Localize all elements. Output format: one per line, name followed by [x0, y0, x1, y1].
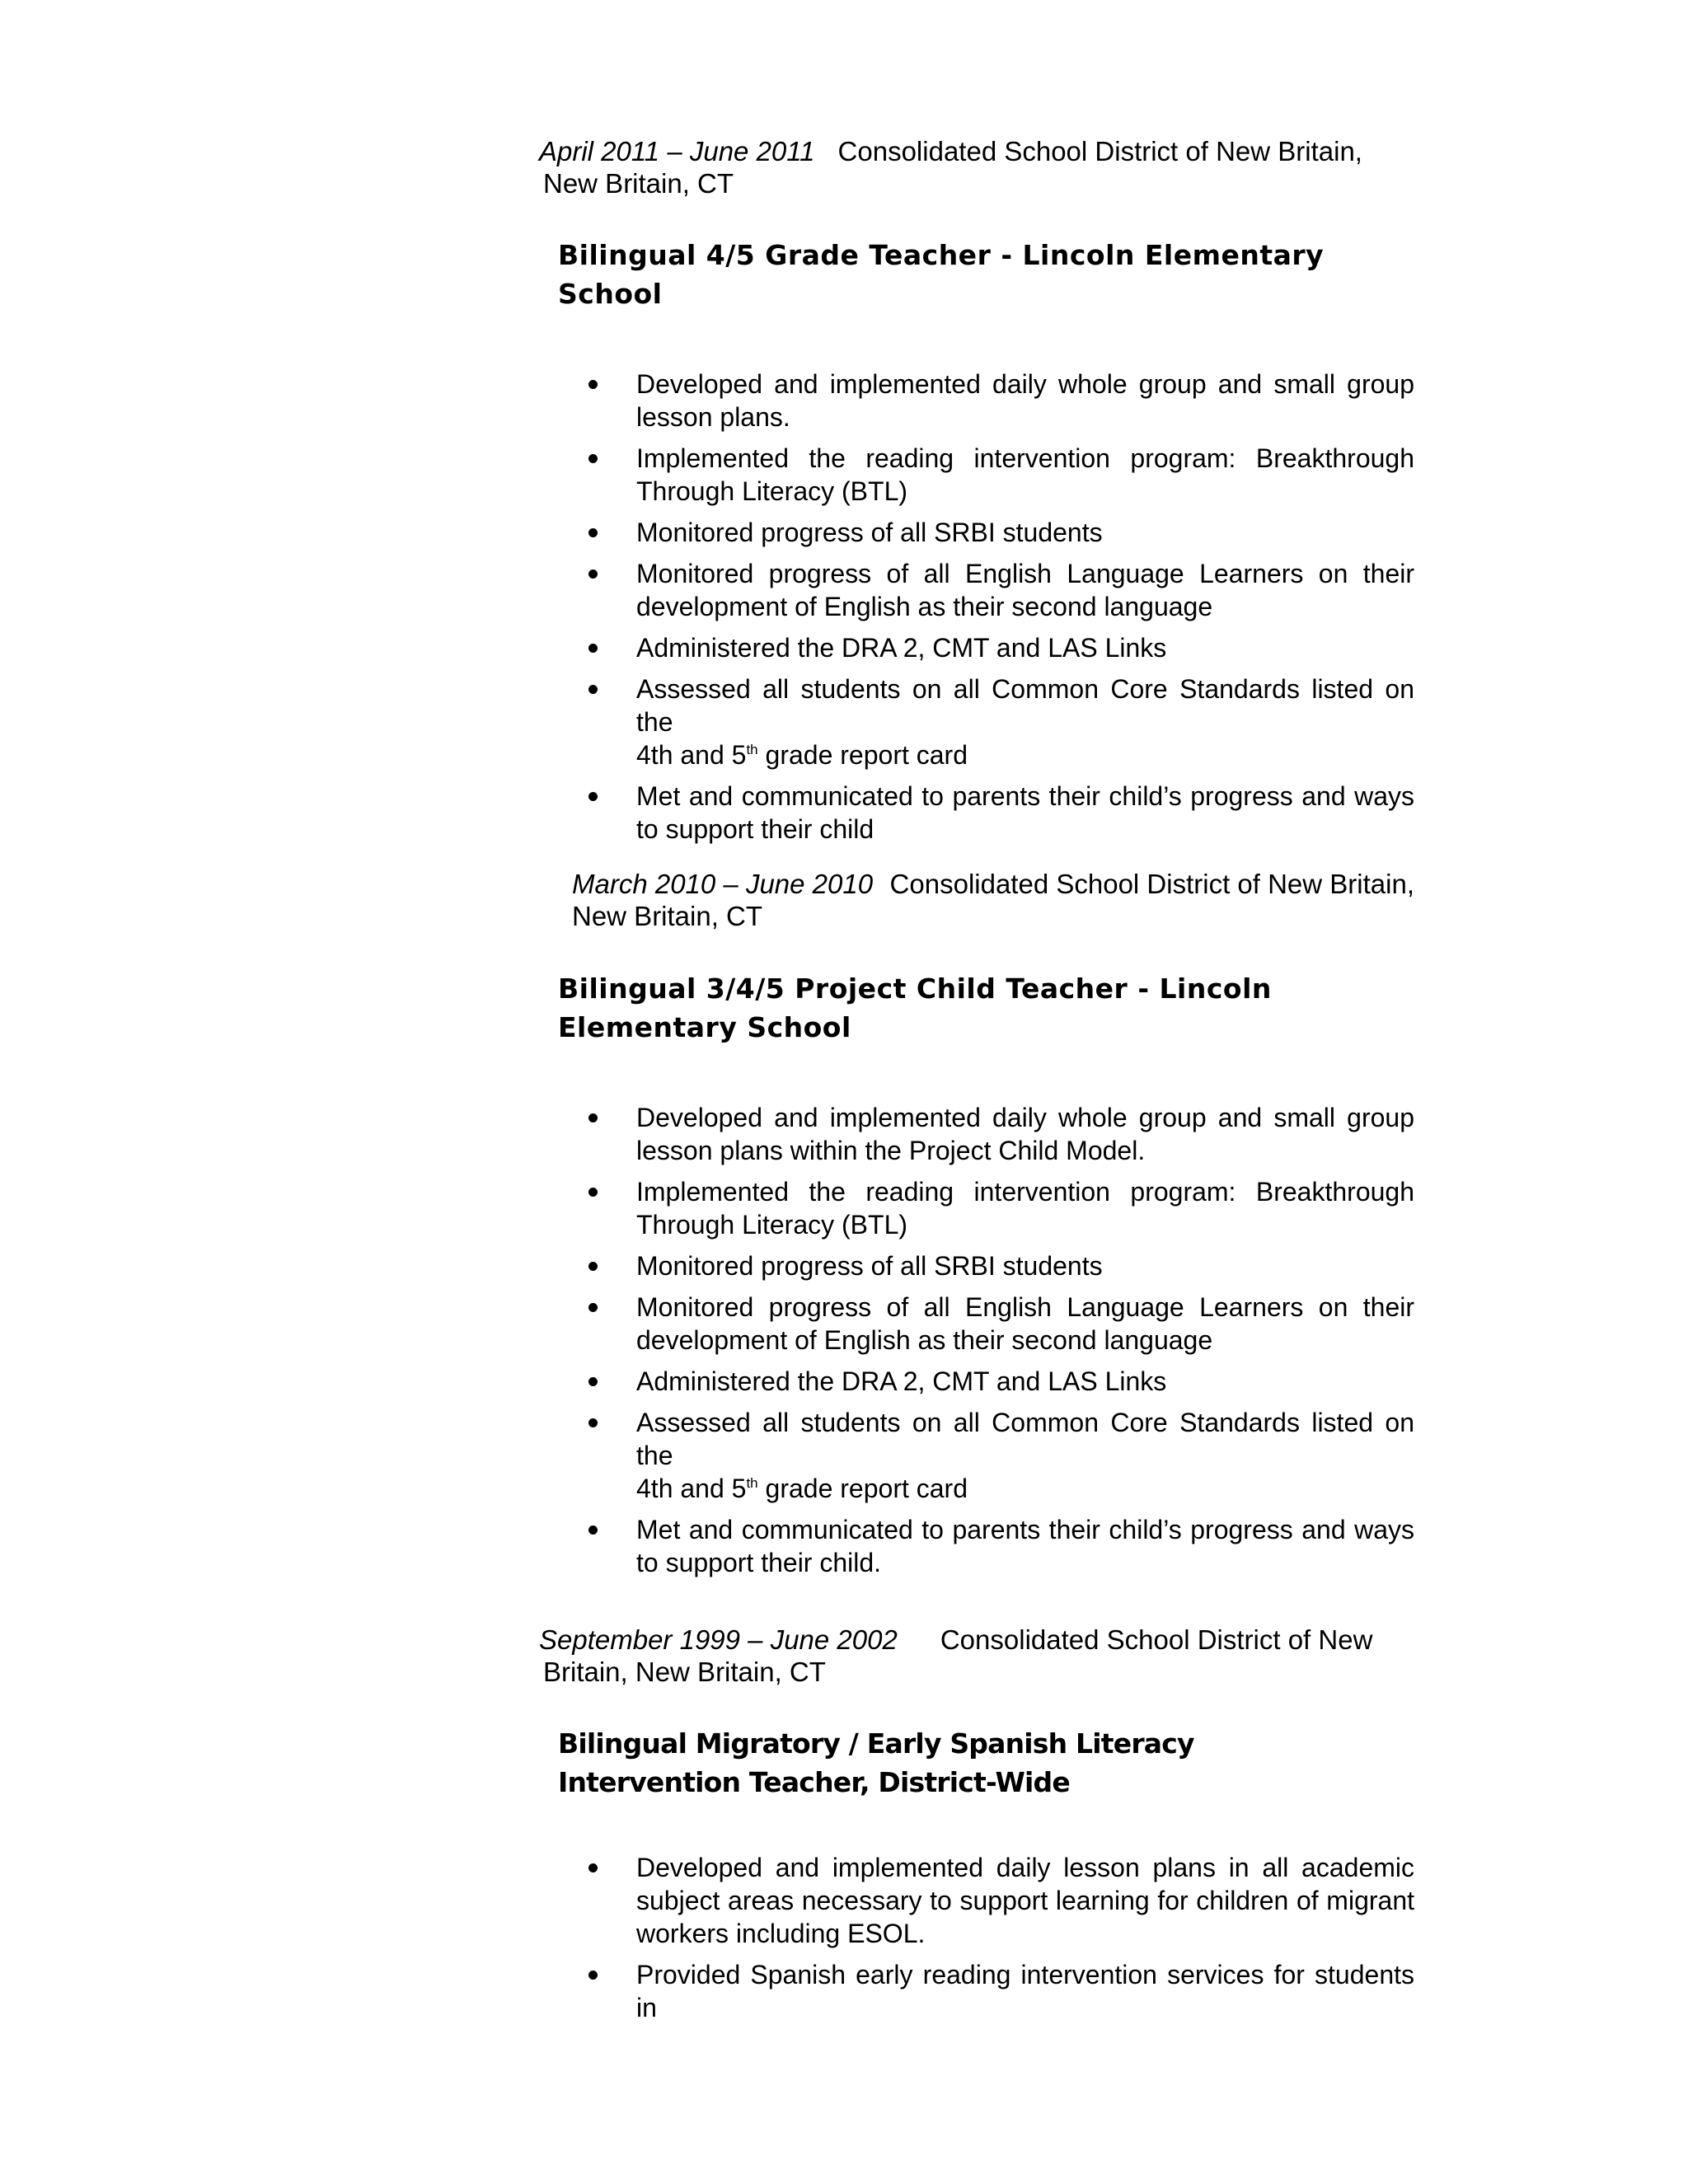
bullet-icon: [588, 685, 598, 694]
bullet-icon: [588, 1303, 598, 1312]
job-header: [539, 135, 1362, 199]
job-dates: April 2011 – June 2011: [539, 136, 815, 166]
bullet-icon: [588, 569, 598, 579]
job-dates: March 2010 – June 2010: [572, 869, 874, 899]
list-item: Met and communicated to parents their child’s progress and ways to support their child: [577, 780, 1414, 846]
job-location: Britain, New Britain, CT: [543, 1657, 826, 1687]
list-item: Developed and implemented daily lesson plans in all academic subject areas necessary to support learning for children of migrant workers including ESOL.: [577, 1851, 1414, 1950]
bullet-icon: [588, 528, 598, 537]
job-title: Bilingual 3/4/5 Project Child Teacher - Lincoln Elementary School: [558, 972, 1272, 1043]
bullet-icon: [588, 1526, 598, 1535]
bullet-icon: [588, 1262, 598, 1271]
job-employer: Consolidated School District of New Britain,: [837, 136, 1362, 166]
list-item: Provided Spanish early reading intervention services for students in: [577, 1958, 1414, 2024]
job-title: Bilingual 4/5 Grade Teacher - Lincoln Elementary School: [558, 239, 1325, 310]
bullet-icon: [588, 454, 598, 463]
list-item: Monitored progress of all English Language Learners on their development of English as their second language: [577, 1291, 1414, 1357]
list-item: Met and communicated to parents their child’s progress and ways to support their child.: [577, 1513, 1414, 1579]
list-item: Developed and implemented daily whole group and small group lesson plans.: [577, 368, 1414, 434]
list-item: Administered the DRA 2, CMT and LAS Links: [577, 631, 1414, 664]
job-header: [539, 1624, 1372, 1688]
job-employer: Consolidated School District of New: [940, 1624, 1373, 1655]
job-employer: Consolidated School District of New Britain,: [889, 869, 1414, 899]
job-title: Bilingual Migratory / Early Spanish Literacy Intervention Teacher, District-Wide: [558, 1727, 1194, 1798]
bullet-icon: [588, 644, 598, 653]
job-dates: September 1999 – June 2002: [539, 1624, 898, 1655]
job-location: New Britain, CT: [543, 168, 734, 199]
job-header: [572, 868, 1414, 932]
list-item: Monitored progress of all English Language Learners on their development of English as their second language: [577, 557, 1414, 623]
list-item: Assessed all students on all Common Core Standards listed on the 4th and 5th grade report card: [577, 1406, 1414, 1505]
bullet-icon: [588, 1418, 598, 1427]
bullet-icon: [588, 792, 598, 801]
job-location: New Britain, CT: [572, 901, 763, 931]
job-duties-list: [577, 1101, 1414, 1587]
bullet-icon: [588, 380, 598, 389]
job-duties-list: [577, 368, 1414, 854]
list-item: Implemented the reading intervention program: Breakthrough Through Literacy (BTL): [577, 1175, 1414, 1241]
bullet-icon: [588, 1188, 598, 1197]
list-item: Developed and implemented daily whole group and small group lesson plans within the Project Child Model.: [577, 1101, 1414, 1167]
list-item: Monitored progress of all SRBI students: [577, 516, 1414, 549]
bullet-icon: [588, 1377, 598, 1386]
list-item: Administered the DRA 2, CMT and LAS Links: [577, 1365, 1414, 1398]
list-item: Monitored progress of all SRBI students: [577, 1249, 1414, 1282]
bullet-icon: [588, 1113, 598, 1122]
bullet-icon: [588, 1971, 598, 1980]
job-duties-list: [577, 1851, 1414, 2032]
list-item: Assessed all students on all Common Core Standards listed on the 4th and 5th grade report card: [577, 673, 1414, 771]
bullet-icon: [588, 1863, 598, 1872]
list-item: Implemented the reading intervention program: Breakthrough Through Literacy (BTL): [577, 442, 1414, 508]
